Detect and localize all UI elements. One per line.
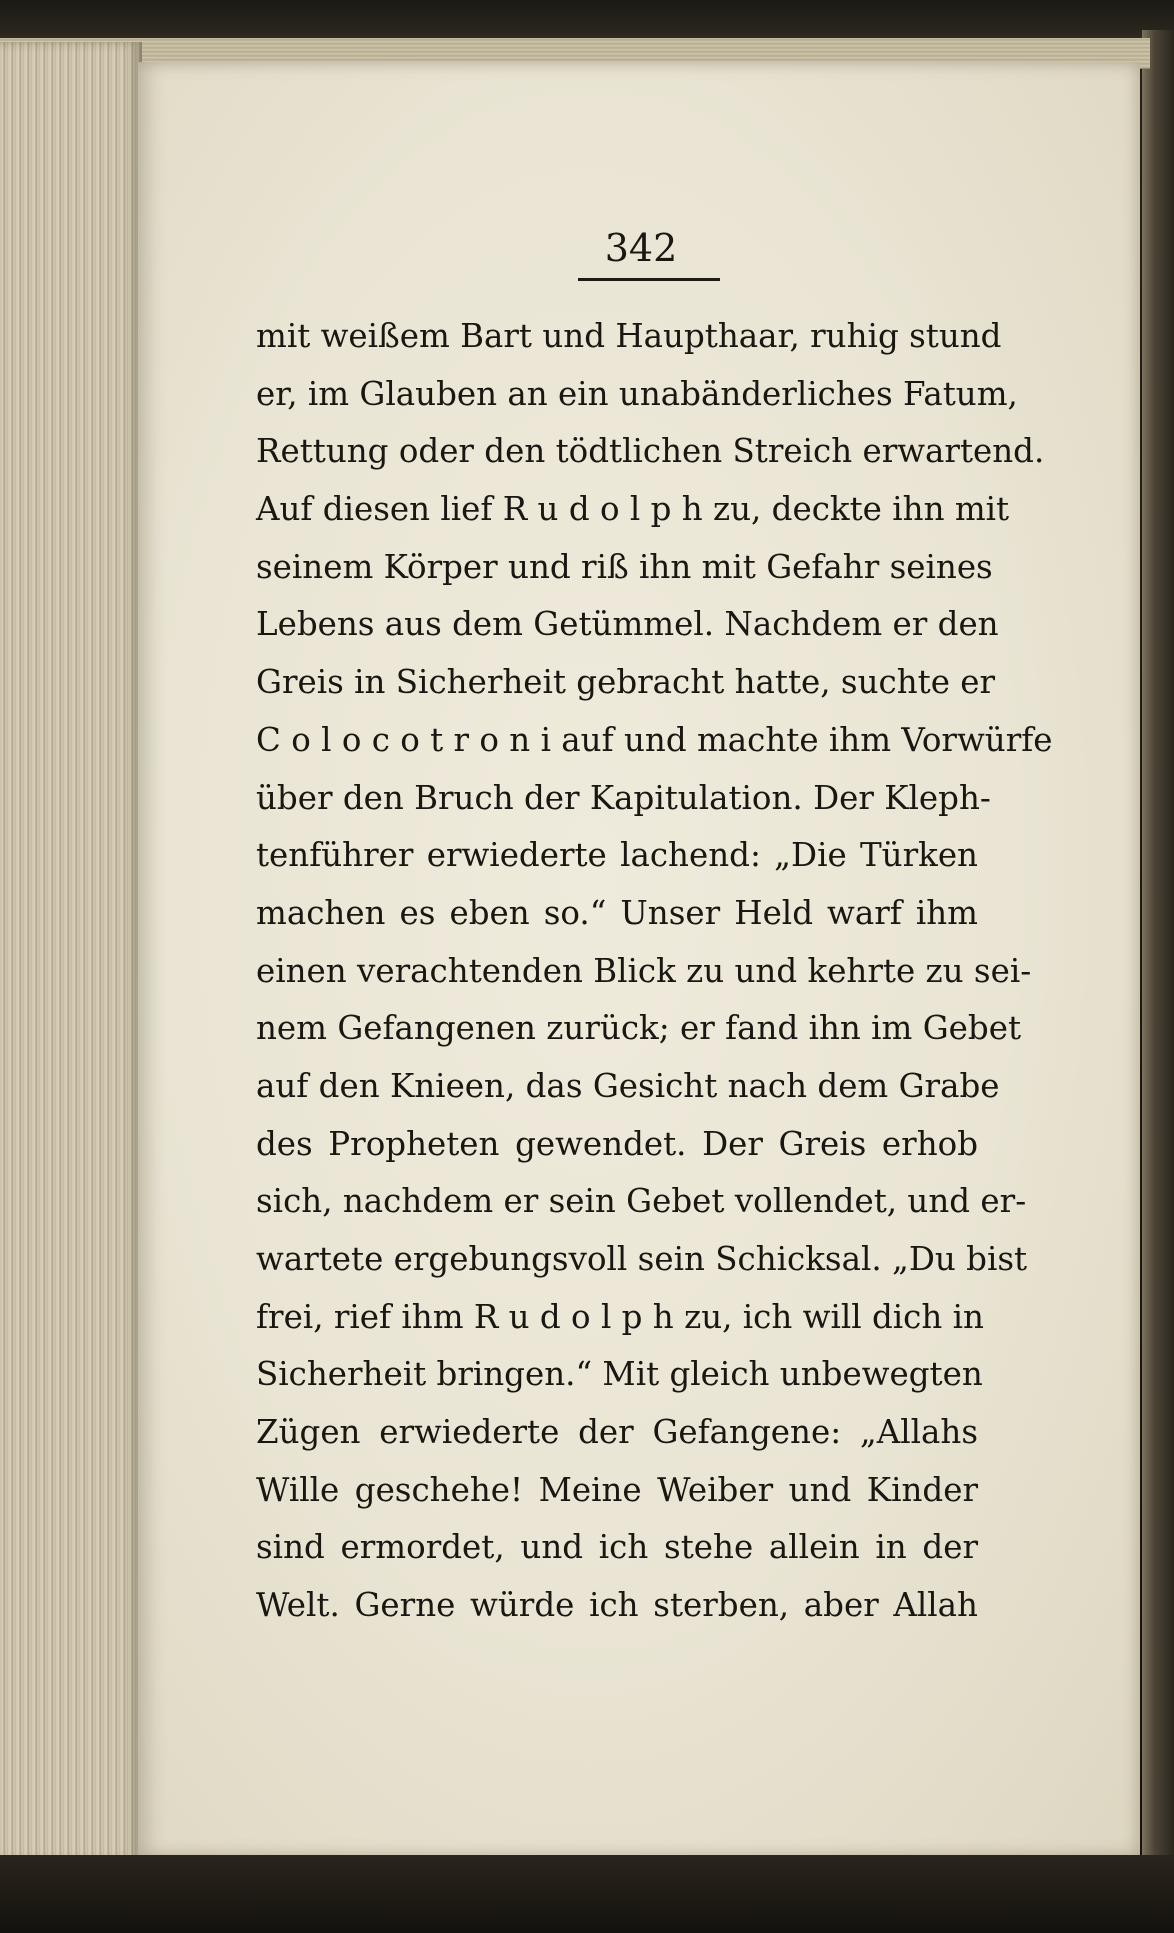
page-stack-left-edge (0, 42, 142, 1862)
text-line: sich, nachdem er sein Gebet vollendet, und er- (256, 1182, 1027, 1221)
text-line: auf den Knieen, das Gesicht nach dem Grabe (256, 1066, 1000, 1105)
book-cover-edge (1142, 30, 1174, 1860)
text-line: nem Gefangenen zurück; er fand ihn im Gebet (256, 1009, 1022, 1048)
text-line: Zügen erwiederte der Gefangene: „Allahs (256, 1413, 978, 1452)
book-page (138, 62, 1140, 1857)
text-line: Auf diesen lief R u d o l p h zu, deckte ihn mit (256, 490, 1010, 529)
page-text (256, 308, 1053, 1635)
text-line: Wille geschehe! Meine Weiber und Kinder (256, 1470, 978, 1509)
text-line: Lebens aus dem Getümmel. Nachdem er den (256, 605, 999, 644)
text-line: seinem Körper und riß ihn mit Gefahr seines (256, 547, 993, 586)
text-line: frei, rief ihm R u d o l p h zu, ich will dich in (256, 1297, 984, 1336)
text-line: er, im Glauben an ein unabänderliches Fatum, (256, 374, 1018, 413)
text-line: einen verachtenden Blick zu und kehrte zu sei- (256, 951, 1032, 990)
text-line: Welt. Gerne würde ich sterben, aber Allah (256, 1586, 978, 1625)
header-rule (578, 278, 720, 281)
text-line: Sicherheit bringen.“ Mit gleich unbewegten (256, 1355, 983, 1394)
text-line: über den Bruch der Kapitulation. Der Kleph- (256, 778, 991, 817)
text-line: Rettung oder den tödtlichen Streich erwartend. (256, 432, 1045, 471)
text-line: C o l o c o t r o n i auf und machte ihm Vorwürfe (256, 720, 1053, 759)
text-line: machen es eben so.“ Unser Held warf ihm (256, 893, 978, 932)
text-line: tenführer erwiederte lachend: „Die Türken (256, 836, 978, 875)
page-number: 342 (604, 226, 678, 270)
text-line: sind ermordet, und ich stehe allein in der (256, 1528, 978, 1567)
text-line: mit weißem Bart und Haupthaar, ruhig stund (256, 317, 1002, 355)
text-line: wartete ergebungsvoll sein Schicksal. „Du bist (256, 1240, 1028, 1278)
text-line: Greis in Sicherheit gebracht hatte, suchte er (256, 663, 996, 702)
table-surface (0, 1855, 1174, 1933)
text-line: des Propheten gewendet. Der Greis erhob (256, 1124, 978, 1163)
